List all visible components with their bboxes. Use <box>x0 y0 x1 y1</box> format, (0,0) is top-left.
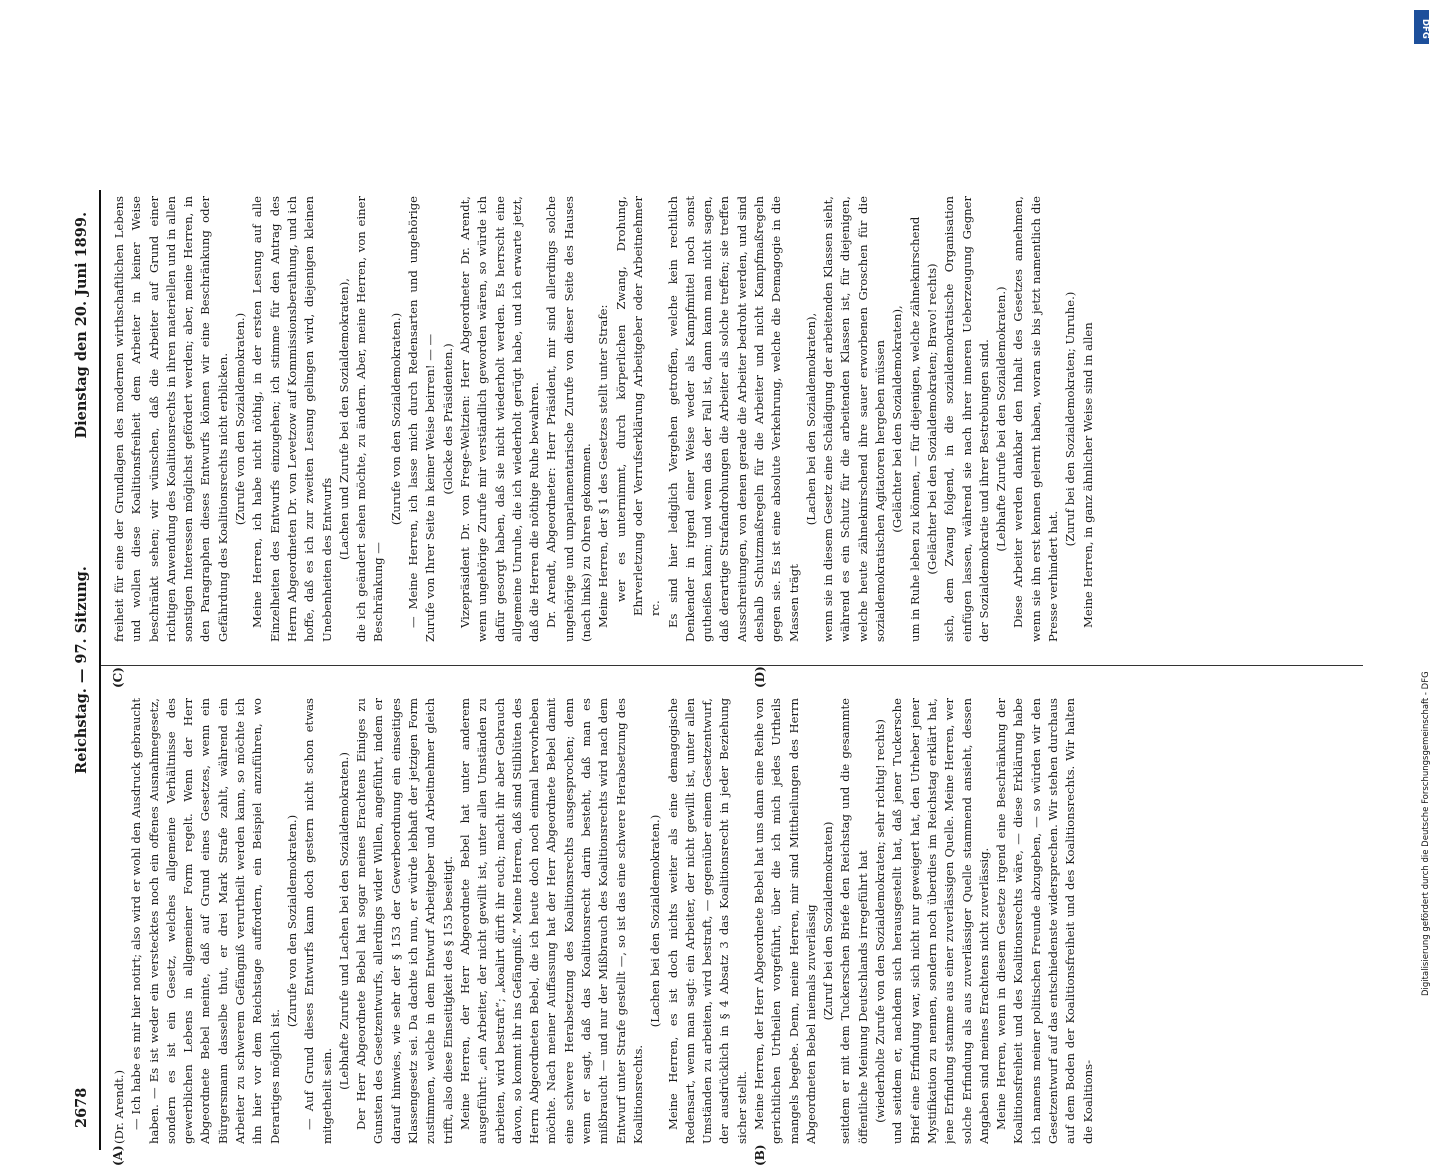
paragraph: Meine Herren, in ganz ähnlicher Weise sind in allen <box>1080 196 1097 642</box>
document-page <box>63 190 1363 1150</box>
paragraph: und seitdem er, nachdem sich herausgestellt hat, daß jener Tuckersche Brief eine Erfindung war, sich nicht nur geweigert hat, den Urheber jener Mystifikation zu nennen, sondern noch überdies im Reichstag erklärt hat, jene Erfindung stamme aus einer zuverlässigen Quelle. Meine Herren, wer solche Erfindung als aus zuverlässiger Quelle stammend ansieht, dessen Angaben sind meines Erachtens nicht zuverlässig. <box>889 698 993 1144</box>
paragraph: um in Ruhe leben zu können, — für diejenigen, welche zähneknirschend <box>907 196 924 642</box>
dfg-logo: DFG <box>1414 10 1429 44</box>
margin-mark-a: (A) <box>111 1145 125 1166</box>
paragraph: — Meine Herren, ich lasse mich durch Redensarten und ungehörige Zurufe von Ihrer Seite in keiner Weise beirren! — — <box>405 196 440 642</box>
interjection: (Zurufe von den Sozialdemokraten.) <box>284 698 301 1144</box>
interjection: (Zurufe von den Sozialdemokraten.) <box>388 196 405 642</box>
paragraph: die ich geändert sehen möchte, zu ändern. Aber, meine Herren, von einer Beschränkung — <box>353 196 388 642</box>
speaker-tag: (Dr. Arendt.) <box>111 698 128 1144</box>
interjection: (Zuruf bei den Sozialdemokraten) <box>820 698 837 1144</box>
paragraph: Meine Herren, der Herr Abgeordnete Bebel hat unter anderem ausgeführt: „ein Arbeiter, der nicht gewillt ist, unter allen Umständen zu arbeiten, wird bestraft“; „koalirt dürft ihr euch; macht ihr aber Gebrauch davon, so kommt ihr ins Gefängniß.“ Meine Herren, daß sind Stilblüten des Herrn Abgeordneten Bebel, die ich heute doch noch einmal hervorheben möchte. Nach meiner Auffassung hat der Herr Abgeordnete Bebel damit eine schwere Herabsetzung des Koalitionsrechts ausgesprochen; denn wenn er sagt, daß das Koalitionsrecht darin besteht, daß man es mißbraucht — und nur der Mißbrauch des Koalitionsrechts wird nach dem Entwurf unter Strafe gestellt —, so ist das eine schwere Herabsetzung des Koalitionsrechts. <box>457 698 647 1144</box>
left-column <box>111 698 1356 1144</box>
session-date: Dienstag den 20. Juni 1899. <box>73 212 90 438</box>
interjection: (Lebhafte Zurufe bei den Sozialdemokraten.) <box>993 196 1010 642</box>
column-divider <box>101 665 1363 666</box>
paragraph: Meine Herren, wenn in diesem Gesetze irgend eine Beschränkung der Koalitionsfreiheit und des Koalitionsrechts wäre, — diese Erklärung habe ich namens meiner politischen Freunde abzugeben, — so würden wir den Gesetzentwurf auf das entschiedenste widersprechen. Wir stehen durchaus auf dem Boden der Koalitionsfreiheit und des Koalitionsrechts. Wir halten die Koalitions- <box>993 698 1097 1144</box>
interjection: (Lachen bei den Sozialdemokraten), <box>803 196 820 642</box>
page-number: 2678 <box>73 1088 90 1128</box>
digitization-credit <box>1409 6 1433 996</box>
margin-mark-d: (D) <box>753 666 767 688</box>
paragraph: Der Herr Abgeordnete Bebel hat sogar meines Erachtens Einiges zu Gunsten des Gesetzentwurfs, allerdings wider Willen, angeführt, indem er darauf hinwies, wie sehr der § 153 der Gewerbeordnung ein einseitiges Klassengesetz sei. Da dachte ich nun, er würde lebhaft der jetzigen Form zustimmen, welche in dem Entwurf Arbeitgeber und Arbeitnehmer gleich trifft, also diese Einseitigkeit des § 153 beseitigt. <box>353 698 457 1144</box>
paragraph: sich, dem Zwang folgend, in die sozialdemokratische Organisation einfügen lassen, während sie nach ihrer inneren Ueberzeugung Gegner der Sozialdemokratie und ihrer Bestrebungen sind. <box>941 196 993 642</box>
paragraph: — Ich habe es mir hier notirt; also wird er wohl den Ausdruck gebraucht haben. — Es ist weder ein verstecktes noch ein offenes Ausnahmegesetz, sondern es ist ein Gesetz, welches allgemeine Verhältnisse des gewerblichen Lebens in allgemeiner Form regelt. Wenn der Herr Abgeordnete Bebel meinte, daß auf Grund eines Gesetzes, wenn ein Bürgersmann dasselbe thut, er drei Mark Strafe zahlt, während ein Arbeiter zu schwerem Gefängniß verurtheilt werden kann, so möchte ich ihn hier vor dem Reichstage auffordern, ein Beispiel anzuführen, wo Derartiges möglich ist. <box>128 698 284 1144</box>
interjection: (Zurufe von den Sozialdemokraten.) <box>232 196 249 642</box>
law-quote: wer es unternimmt, durch körperlichen Zwang, Drohung, Ehrverletzung oder Verrufserklärung Arbeitgeber oder Arbeitnehmer rc. <box>613 196 665 642</box>
header-rule <box>99 190 101 1150</box>
paragraph: — Auf Grund dieses Entwurfs kann doch gestern nicht schon etwas mitgetheilt sein. <box>301 698 336 1144</box>
interjection: (Lachen bei den Sozialdemokraten.) <box>647 698 664 1144</box>
page-header <box>73 212 95 1128</box>
margin-mark-c: (C) <box>111 667 125 688</box>
interjection: (Gelächter bei den Sozialdemokraten; Bravo! rechts) <box>924 196 941 642</box>
paragraph: freiheit für eine der Grundlagen des modernen wirthschaftlichen Lebens und wollen diese Koalitionsfreiheit dem Arbeiter in keiner Weise beschränkt sehen; wir wünschen, daß die Arbeiter auf Grund einer richtigen Anwendung des Koalitionsrechts in ihren materiellen und in allen sonstigen Interessen möglichst gefördert werden; aber, meine Herren, in den Paragraphen dieses Entwurfs können wir eine Beschränkung oder Gefährdung des Koalitionsrechts nicht erblicken. <box>111 196 232 642</box>
interjection: (Gelächter bei den Sozialdemokraten), <box>889 196 906 642</box>
interjection: (Lebhafte Zurufe und Lachen bei den Sozialdemokraten.) <box>336 698 353 1144</box>
paragraph: Vizepräsident Dr. von Frege-Weltzien: Herr Abgeordneter Dr. Arendt, wenn ungehörige Zurufe mir verständlich geworden wären, so würde ich dafür gesorgt haben, daß sie nicht wiederholt werden. Es herrscht eine allgemeine Unruhe, die ich wiederholt gerügt habe, und ich erwarte jetzt, daß die Herren die nöthige Ruhe bewahren. <box>457 196 543 642</box>
paragraph: Dr. Arendt, Abgeordneter: Herr Präsident, mir sind allerdings solche ungehörige und unparlamentarische Zurufe von dieser Seite des Hauses (nach links) zu Ohren gekommen. <box>543 196 595 642</box>
paragraph: Meine Herren, ich habe nicht nöthig, in der ersten Lesung auf alle Einzelheiten des Entwurfs einzugehen; ich stimme für den Antrag des Herrn Abgeordneten Dr. von Levetzow auf Kommissionsberathung, und ich hoffe, daß es ich zur zweiten Lesung gelingen wird, diejenigen kleinen Unebenheiten des Entwurfs <box>249 196 335 642</box>
paragraph: wenn sie in diesem Gesetz eine Schädigung der arbeitenden Klassen sieht, während es ein Schutz für die arbeitenden Klassen ist, für diejenigen, welche heute zähneknirschend ihre sauer erworbenen Groschen für die sozialdemokratischen Agitatoren hergeben müssen <box>820 196 889 642</box>
running-title: Reichstag. — 97. Sitzung. <box>73 212 90 1128</box>
paragraph: Meine Herren, der § 1 des Gesetzes stellt unter Strafe: <box>595 196 612 642</box>
interjection: (wiederholte Zurufe von den Sozialdemokraten; sehr richtig! rechts) <box>872 698 889 1144</box>
paragraph: Meine Herren, der Herr Abgeordnete Bebel hat uns dann eine Reihe von gerichtlichen Urtheilen vorgeführt, über die ich mich jedes Urtheils mangels begebe. Denn, meine Herren, mir sind Mittheilungen des Herrn Abgeordneten Bebel niemals zuverlässig <box>751 698 820 1144</box>
paragraph: Meine Herren, es ist doch nichts weiter als eine demagogische Redensart, wenn man sagt: ein Arbeiter, der nicht gewillt ist, unter allen Umständen zu arbeiten, wird bestraft, — gegenüber einem Gesetzentwurf, der ausdrücklich in § 4 Absatz 3 das Koalitionsrecht in jeder Beziehung sicher stellt. <box>665 698 751 1144</box>
paragraph: Es sind hier lediglich Vergehen getroffen, welche kein rechtlich Denkender in irgend einer Weise weder als Kampfmittel noch sonst gutheißen kann; und wenn das der Fall ist, dann kann man nicht sagen, daß derartige Strafandrohungen die Arbeiter als solche treffen; sie treffen Ausschreitungen, von denen gerade die Arbeiter bedroht werden, und sind deshalb Schutzmaßregeln für die Arbeiter und nicht Kampfmaßregeln gegen sie. Es ist eine absolute Verkehrung, welche die Demagogie in die Massen trägt <box>665 196 803 642</box>
margin-mark-b: (B) <box>753 1145 767 1166</box>
digitization-note: Digitalisierung gefördert durch die Deutsche Forschungsgemeinschaft - DFG <box>1421 671 1431 996</box>
interjection: (Glocke des Präsidenten.) <box>440 196 457 642</box>
interjection: (Lachen und Zurufe bei den Sozialdemokraten), <box>336 196 353 642</box>
paragraph: seitdem er mit dem Tuckerschen Briefe den Reichstag und die gesammte öffentliche Meinung Deutschlands irregeführt hat <box>837 698 872 1144</box>
right-column <box>111 196 1356 642</box>
interjection: (Zuruf bei den Sozialdemokraten; Unruhe.) <box>1062 196 1079 642</box>
paragraph: Diese Arbeiter werden dankbar den Inhalt des Gesetzes annehmen, wenn sie ihn erst kennen gelernt haben, woran sie bis jetzt namentlich die Presse verhindert hat. <box>1010 196 1062 642</box>
